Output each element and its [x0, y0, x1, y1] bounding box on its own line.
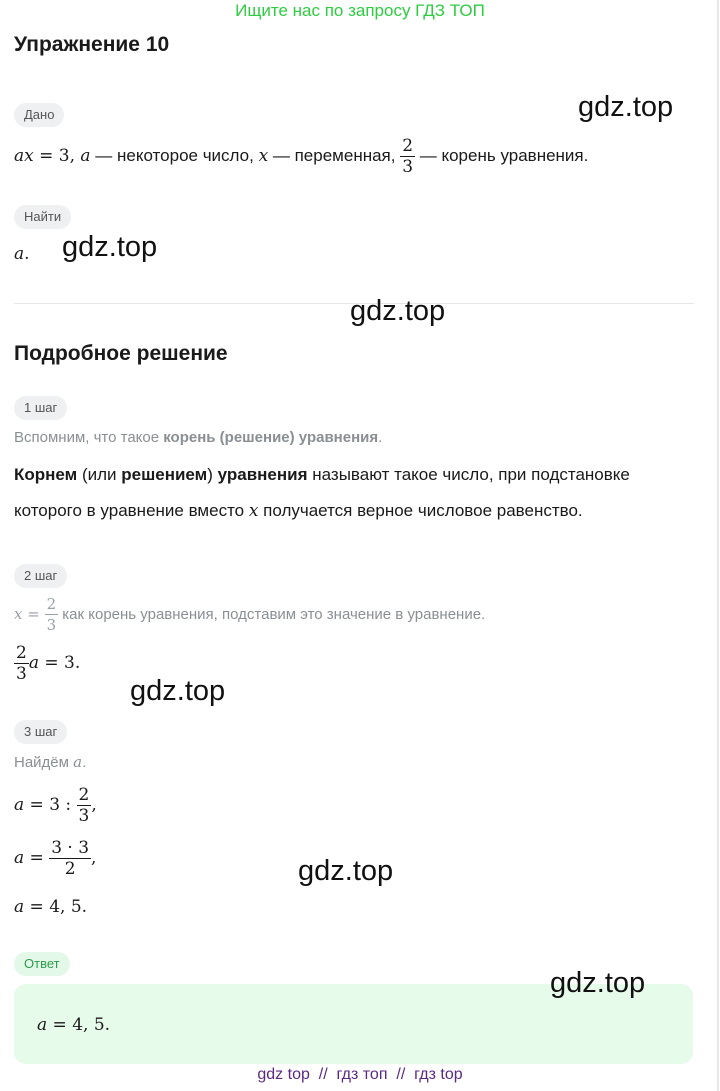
answer-value: [37, 1013, 110, 1037]
find-value: a: [14, 244, 25, 264]
given-text-3: — корень уравнения.: [415, 146, 589, 165]
step3-l2-num: 3 · 3: [51, 837, 90, 858]
find-dot: .: [24, 244, 30, 264]
given-fraction-den: 3: [402, 156, 414, 177]
step1-hint-b: корень (решение) уравнения: [163, 429, 379, 446]
watermark: gdz.top: [62, 231, 158, 263]
step1-definition-line1: [14, 463, 630, 487]
given-eq-lhs: ax: [14, 146, 34, 166]
step2-result-fraction: [14, 643, 29, 684]
page-title: Упражнение 10: [14, 33, 170, 56]
step3-l1-rest: = 3 :: [24, 795, 77, 815]
given-text-2: — переменная,: [268, 146, 401, 165]
given-text-1: — некоторое число,: [90, 146, 259, 165]
given-chip: Дано: [14, 103, 64, 127]
step2-x: x: [14, 605, 23, 623]
step2-text: как корень уравнения, подставим это значение в уравнение.: [58, 605, 486, 623]
watermark: gdz.top: [350, 295, 446, 327]
scrollbar-track[interactable]: [717, 0, 719, 1091]
step3-chip: 3 шаг: [14, 720, 67, 744]
def-term-1: Корнем: [14, 465, 78, 484]
def-text-6: называют такое число, при подстановке: [307, 465, 630, 484]
def-term-5: уравнения: [217, 465, 308, 484]
step2-result-den: 3: [16, 663, 27, 684]
def-text-8: получается верное числовое равенство.: [258, 501, 583, 520]
watermark: gdz.top: [578, 91, 674, 123]
step1-chip: 1 шаг: [14, 396, 67, 420]
step2-fraction: [45, 594, 59, 635]
def-text-7: которого в уравнение вместо: [14, 501, 249, 520]
step3-line3: [14, 895, 87, 919]
watermark: gdz.top: [550, 967, 646, 999]
answer-chip: Ответ: [14, 952, 70, 976]
step3-l2-a: a: [14, 848, 25, 868]
answer-a: a: [37, 1015, 48, 1035]
step2-result: [14, 638, 80, 688]
solution-title: Подробное решение: [14, 342, 228, 365]
step3-l2-fraction: [49, 838, 91, 879]
def-text-2: (или: [77, 465, 122, 484]
step2-result-num: 2: [16, 642, 27, 663]
step1-hint-a: Вспомним, что такое: [14, 429, 164, 446]
step2-result-rest: = 3.: [38, 653, 81, 673]
footer-links[interactable]: gdz top // гдз топ // гдз top: [257, 1066, 463, 1083]
step3-l1-end: ,: [91, 795, 97, 815]
step2-num: 2: [46, 594, 57, 613]
step3-l3-a: a: [14, 897, 25, 917]
def-var-x: x: [248, 501, 259, 521]
find-line: [14, 242, 30, 266]
step3-l1-fraction: [77, 785, 92, 826]
step3-l2-eq: =: [24, 848, 50, 868]
step3-hint: [14, 753, 86, 771]
given-fraction-num: 2: [402, 135, 414, 156]
step3-l2-den: 2: [64, 858, 76, 879]
step3-line2: [14, 833, 96, 883]
step3-hint-a: a: [73, 753, 83, 771]
step3-l3-rest: = 4, 5.: [24, 897, 88, 917]
search-banner[interactable]: Ищите нас по запросу ГДЗ ТОП: [235, 1, 485, 20]
find-chip: Найти: [14, 205, 71, 229]
answer-rest: = 4, 5.: [47, 1015, 111, 1035]
given-var-x: x: [258, 146, 269, 166]
step3-l2-end: ,: [91, 848, 97, 868]
given-line: [14, 128, 588, 184]
step1-hint-c: .: [378, 429, 383, 446]
given-eq-value: = 3,: [33, 146, 81, 166]
step2-eq: =: [22, 605, 45, 623]
def-text-4: ): [207, 465, 218, 484]
step1-definition-line2: [14, 499, 583, 523]
step3-line1: [14, 780, 97, 830]
step3-l1-den: 3: [78, 805, 90, 826]
step3-l1-num: 2: [78, 784, 90, 805]
watermark: gdz.top: [130, 675, 226, 707]
step3-hint-text: Найдём: [14, 754, 74, 771]
watermark: gdz.top: [298, 855, 394, 887]
given-fraction: [400, 136, 415, 177]
def-term-3: решением: [121, 465, 208, 484]
step2-hint: [14, 590, 485, 638]
step2-result-a: a: [28, 653, 39, 673]
given-var-a: a: [80, 146, 91, 166]
step3-l1-a: a: [14, 795, 25, 815]
step2-chip: 2 шаг: [14, 564, 67, 588]
step3-hint-dot: .: [82, 754, 87, 771]
step2-den: 3: [46, 615, 57, 634]
step1-hint: [14, 429, 382, 446]
